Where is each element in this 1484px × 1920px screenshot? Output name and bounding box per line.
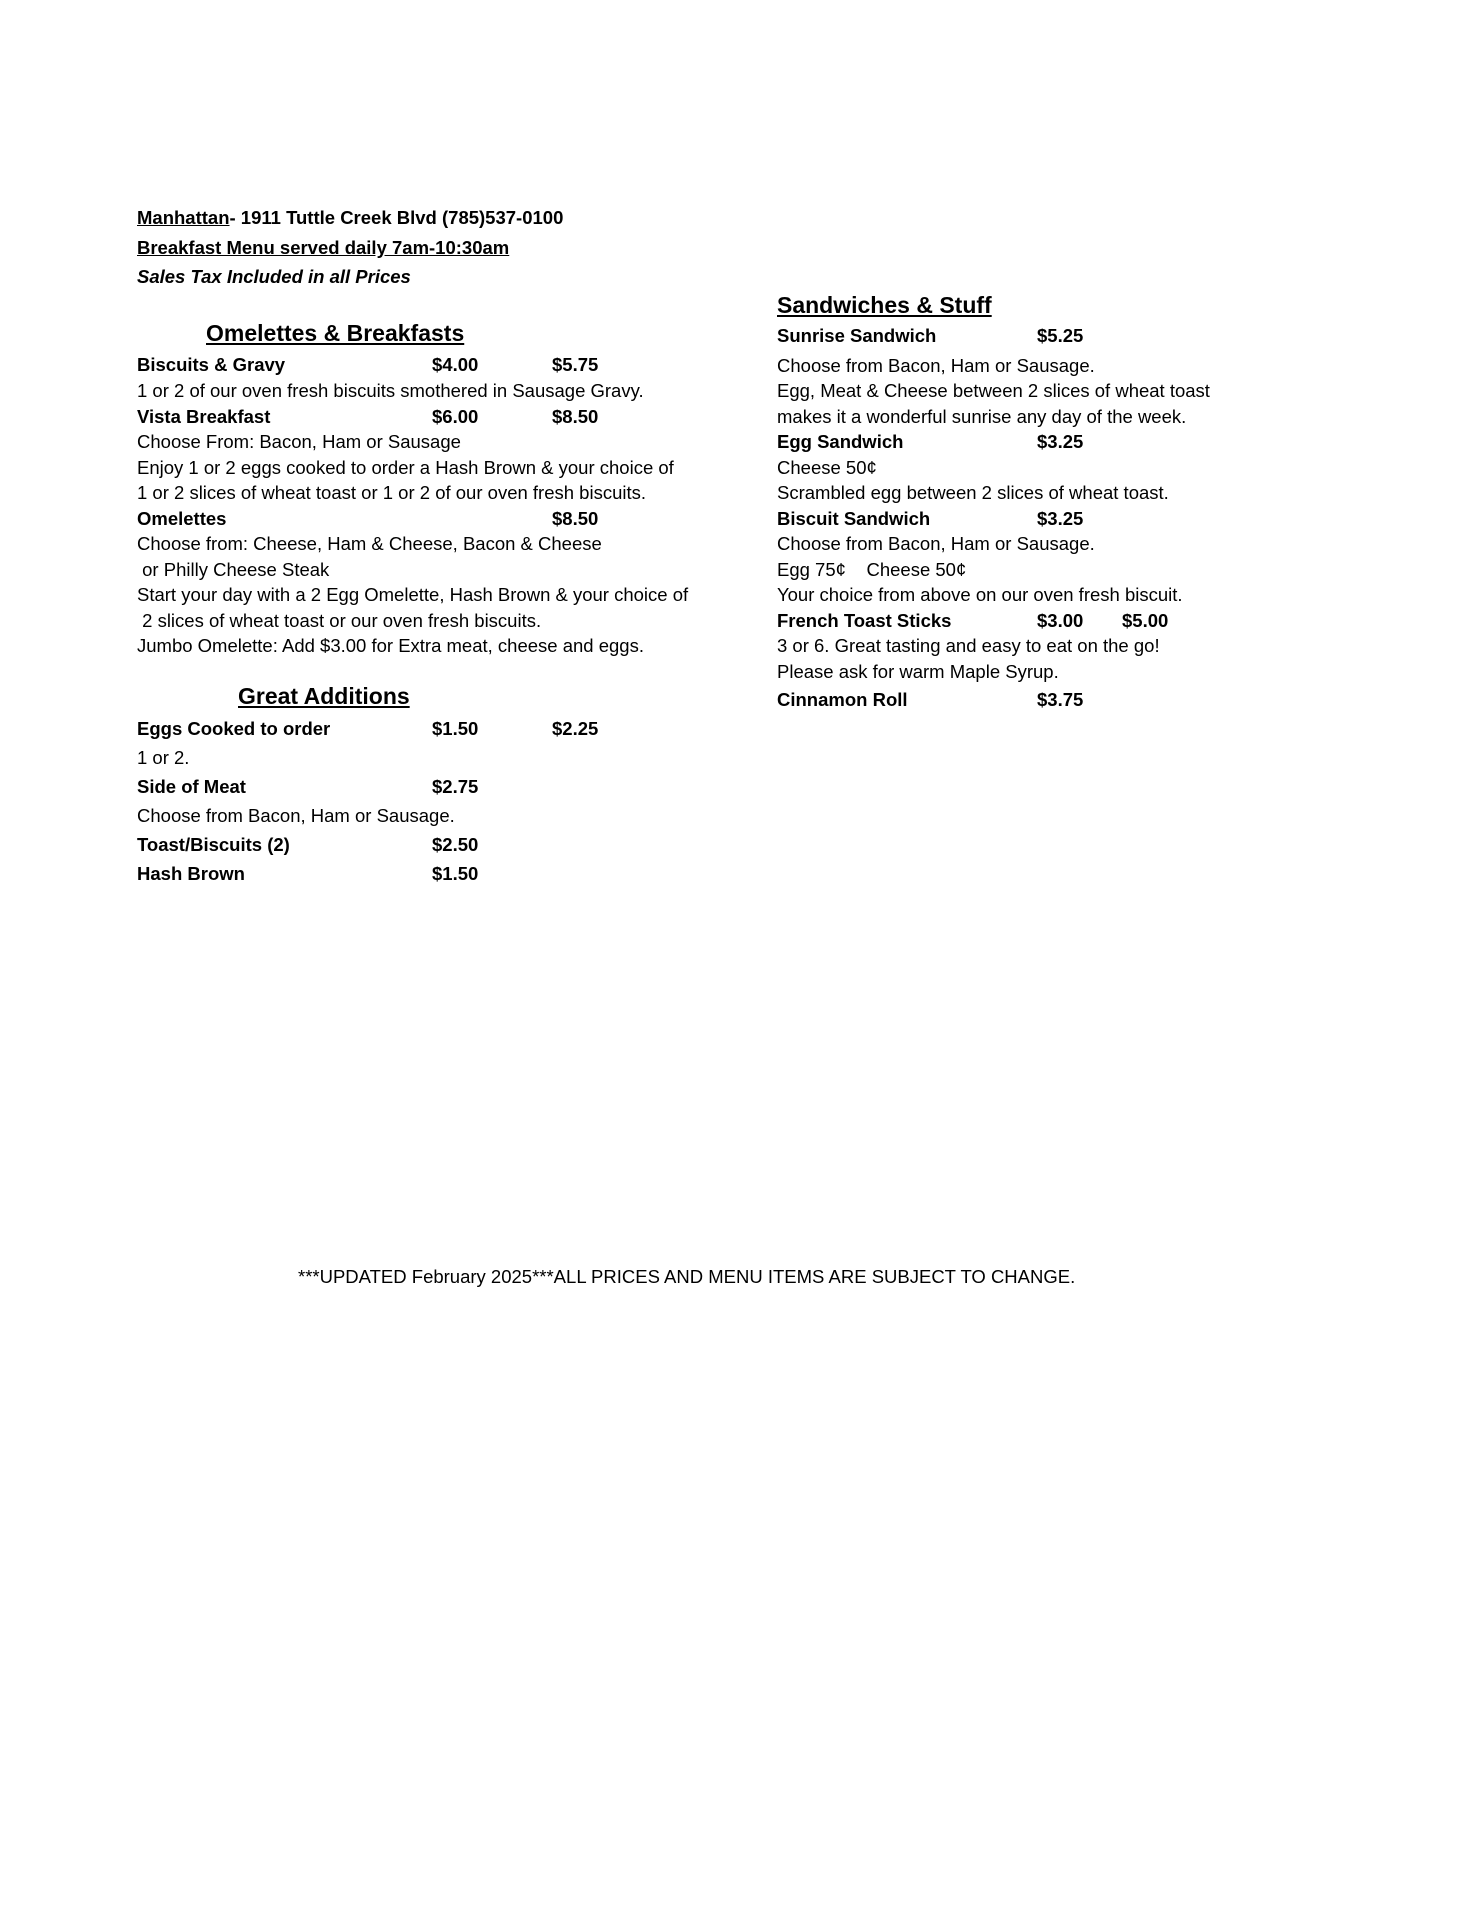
item-price: $4.00 — [432, 354, 479, 375]
item-desc: Choose from Bacon, Ham or Sausage. — [777, 533, 1095, 554]
item-desc: Choose from: Cheese, Ham & Cheese, Bacon & Cheese — [137, 533, 602, 554]
item-desc: Egg, Meat & Cheese between 2 slices of wheat toast — [777, 380, 1210, 401]
item-name: Cinnamon Roll — [777, 689, 908, 710]
item-desc: makes it a wonderful sunrise any day of the week. — [777, 406, 1187, 427]
item-price: $5.00 — [1122, 610, 1169, 631]
item-name: Biscuit Sandwich — [777, 508, 931, 529]
item-price: $3.75 — [1037, 689, 1084, 710]
item-price: $2.75 — [432, 776, 479, 797]
item-name: Omelettes — [137, 508, 227, 529]
item-price: $3.25 — [1037, 508, 1084, 529]
section-title-omelettes: Omelettes & Breakfasts — [206, 320, 465, 346]
item-price: $2.50 — [432, 834, 479, 855]
item-desc: Choose From: Bacon, Ham or Sausage — [137, 431, 461, 452]
item-price: $6.00 — [432, 406, 479, 427]
item-desc: Your choice from above on our oven fresh biscuit. — [777, 584, 1183, 605]
item-price: $5.25 — [1037, 325, 1084, 346]
item-price: $3.25 — [1037, 431, 1084, 452]
item-name: Egg Sandwich — [777, 431, 904, 452]
item-name: Side of Meat — [137, 776, 246, 797]
update-note: ***UPDATED February 2025***ALL PRICES AND MENU ITEMS ARE SUBJECT TO CHANGE. — [298, 1266, 1076, 1287]
section-title-additions: Great Additions — [238, 683, 410, 709]
item-desc: or Philly Cheese Steak — [137, 559, 330, 580]
item-price: $1.50 — [432, 718, 479, 739]
location-address: - 1911 Tuttle Creek Blvd (785)537-0100 — [229, 207, 564, 228]
item-desc: Choose from Bacon, Ham or Sausage. — [137, 805, 455, 826]
tax-note: Sales Tax Included in all Prices — [137, 266, 411, 287]
item-desc: 3 or 6. Great tasting and easy to eat on the go! — [777, 635, 1160, 656]
item-desc: 1 or 2 slices of wheat toast or 1 or 2 of our oven fresh biscuits. — [137, 482, 647, 503]
location-line — [137, 207, 563, 229]
item-desc: Choose from Bacon, Ham or Sausage. — [777, 355, 1095, 376]
item-desc: Egg 75¢ Cheese 50¢ — [777, 559, 967, 580]
hours-line: Breakfast Menu served daily 7am-10:30am — [137, 237, 510, 258]
item-price: $3.00 — [1037, 610, 1084, 631]
item-price: $8.50 — [552, 508, 599, 529]
section-title-sandwiches: Sandwiches & Stuff — [777, 292, 992, 318]
item-name: Eggs Cooked to order — [137, 718, 331, 739]
item-desc: 1 or 2. — [137, 747, 190, 768]
item-desc: Enjoy 1 or 2 eggs cooked to order a Hash Brown & your choice of — [137, 457, 674, 478]
item-desc: 1 or 2 of our oven fresh biscuits smothered in Sausage Gravy. — [137, 380, 644, 401]
location-name: Manhattan — [137, 207, 230, 228]
item-price: $1.50 — [432, 863, 479, 884]
item-price: $8.50 — [552, 406, 599, 427]
item-desc: Start your day with a 2 Egg Omelette, Hash Brown & your choice of — [137, 584, 689, 605]
item-name: French Toast Sticks — [777, 610, 952, 631]
item-name: Toast/Biscuits (2) — [137, 834, 290, 855]
item-price: $2.25 — [552, 718, 599, 739]
item-name: Vista Breakfast — [137, 406, 271, 427]
item-desc: 2 slices of wheat toast or our oven fresh biscuits. — [137, 610, 542, 631]
item-desc: Scrambled egg between 2 slices of wheat toast. — [777, 482, 1169, 503]
item-name: Sunrise Sandwich — [777, 325, 937, 346]
item-name: Biscuits & Gravy — [137, 354, 286, 375]
item-desc: Please ask for warm Maple Syrup. — [777, 661, 1059, 682]
item-name: Hash Brown — [137, 863, 245, 884]
item-desc: Jumbo Omelette: Add $3.00 for Extra meat, cheese and eggs. — [137, 635, 644, 656]
item-desc: Cheese 50¢ — [777, 457, 877, 478]
item-price: $5.75 — [552, 354, 599, 375]
